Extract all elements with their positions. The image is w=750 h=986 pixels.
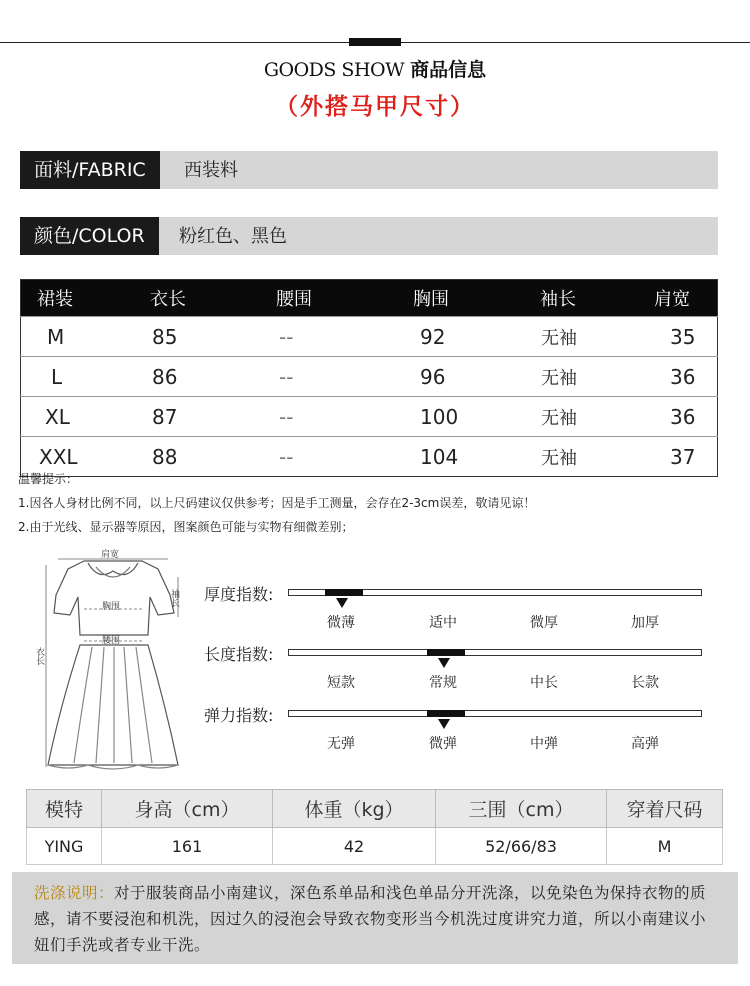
figure-shoulder-label: 肩宽 (101, 550, 120, 560)
washing-label: 洗涤说明： (34, 884, 115, 902)
index-label: 弹力指数: (204, 706, 274, 725)
model-header-cell: 穿着尺码 (607, 790, 723, 828)
chest-cell: 92 (392, 317, 524, 357)
header-tab-mark (349, 38, 401, 46)
index-option: 微弹 (429, 736, 457, 752)
index-label: 长度指数: (204, 645, 274, 664)
sleeve-cell: 无袖 (524, 397, 636, 437)
model-weight-cell: 42 (273, 828, 436, 865)
index-option: 常规 (429, 675, 457, 691)
model-measurements-cell: 52/66/83 (436, 828, 607, 865)
color-row (20, 217, 718, 255)
size-table-header (21, 280, 718, 317)
sleeve-cell: 无袖 (524, 357, 636, 397)
shoulder-cell: 35 (636, 317, 718, 357)
size-header-cell: 腰围 (259, 280, 392, 317)
index-option: 中弹 (530, 736, 558, 752)
size-cell: L (21, 357, 139, 397)
fabric-row (20, 151, 718, 189)
model-header-cell: 三围（cm） (436, 790, 607, 828)
notes-title: 温馨提示： (18, 472, 79, 486)
size-cell: M (21, 317, 139, 357)
model-table-header (27, 790, 723, 828)
figure-length-label: 衣长 (34, 647, 44, 665)
index-fill (427, 710, 465, 717)
shoulder-cell: 37 (636, 437, 718, 477)
index-marker-icon (438, 658, 450, 668)
model-header-cell: 模特 (27, 790, 102, 828)
index-option: 无弹 (327, 736, 355, 752)
index-option: 长款 (631, 675, 659, 691)
size-header-cell: 肩宽 (636, 280, 718, 317)
waist-cell: -- (259, 317, 392, 357)
table-row (21, 317, 718, 357)
sleeve-cell: 无袖 (524, 437, 636, 477)
model-table (26, 789, 723, 865)
chest-cell: 96 (392, 357, 524, 397)
index-fill (325, 589, 363, 596)
size-header-cell: 衣长 (138, 280, 259, 317)
index-marker-icon (438, 719, 450, 729)
waist-cell: -- (259, 437, 392, 477)
figure-sleeve-label: 袖长 (169, 589, 179, 607)
model-name-cell: YING (27, 828, 102, 865)
size-header-cell: 胸围 (392, 280, 524, 317)
page-subtitle: （外搭马甲尺寸） (275, 94, 475, 120)
size-header-cell: 裙装 (21, 280, 139, 317)
dress-measurement-figure (34, 547, 188, 777)
size-table (20, 279, 718, 477)
fabric-label: 面料/FABRIC (20, 151, 160, 189)
index-option: 高弹 (631, 736, 659, 752)
model-height-cell: 161 (102, 828, 273, 865)
chest-cell: 100 (392, 397, 524, 437)
index-option: 微厚 (530, 615, 558, 631)
fabric-value: 西装料 (184, 160, 238, 181)
length-cell: 85 (138, 317, 259, 357)
index-bar (288, 649, 702, 656)
index-bar (288, 589, 702, 596)
title-en: GOODS SHOW (263, 59, 405, 81)
length-cell: 88 (138, 437, 259, 477)
table-row (21, 437, 718, 477)
notes-line-1: 1.因各人身材比例不同，以上尺码建议仅供参考；因是手工测量，会存在2-3cm误差，敬请见谅！ (18, 496, 536, 510)
chest-cell: 104 (392, 437, 524, 477)
page-title (0, 55, 750, 82)
figure-waist-label: 腰围 (102, 636, 121, 646)
sleeve-cell: 无袖 (524, 317, 636, 357)
table-row (27, 828, 723, 865)
table-row (21, 357, 718, 397)
index-option: 微薄 (327, 615, 355, 631)
index-label: 厚度指数: (204, 585, 274, 604)
table-row (21, 397, 718, 437)
index-option: 短款 (327, 675, 355, 691)
shoulder-cell: 36 (636, 357, 718, 397)
model-size-cell: M (607, 828, 723, 865)
length-cell: 86 (138, 357, 259, 397)
index-option: 适中 (429, 615, 457, 631)
length-cell: 87 (138, 397, 259, 437)
size-header-cell: 袖长 (524, 280, 636, 317)
index-option: 中长 (530, 675, 558, 691)
size-cell: XXL (21, 437, 139, 477)
shoulder-cell: 36 (636, 397, 718, 437)
size-cell: XL (21, 397, 139, 437)
model-header-cell: 身高（cm） (102, 790, 273, 828)
washing-paragraph (12, 872, 738, 958)
index-marker-icon (336, 598, 348, 608)
color-label: 颜色/COLOR (20, 217, 159, 255)
washing-text: 对于服装商品小南建议，深色系单品和浅色单品分开洗涤，以免染色为保持衣物的质感，请不要浸泡和机洗，因过久的浸泡会导致衣物变形当今机洗过度讲究力道，所以小南建议小妞们手洗或者专业干洗。 (34, 884, 707, 954)
figure-chest-label: 胸围 (102, 602, 121, 612)
index-option: 加厚 (631, 615, 659, 631)
color-value: 粉红色、黑色 (179, 226, 287, 247)
index-bar (288, 710, 702, 717)
title-cn: 商品信息 (410, 59, 487, 81)
washing-instructions (12, 872, 738, 964)
waist-cell: -- (259, 397, 392, 437)
waist-cell: -- (259, 357, 392, 397)
notes-line-2: 2.由于光线、显示器等原因，图案颜色可能与实物有细微差别； (18, 520, 354, 534)
model-header-cell: 体重（kg） (273, 790, 436, 828)
index-fill (427, 649, 465, 656)
